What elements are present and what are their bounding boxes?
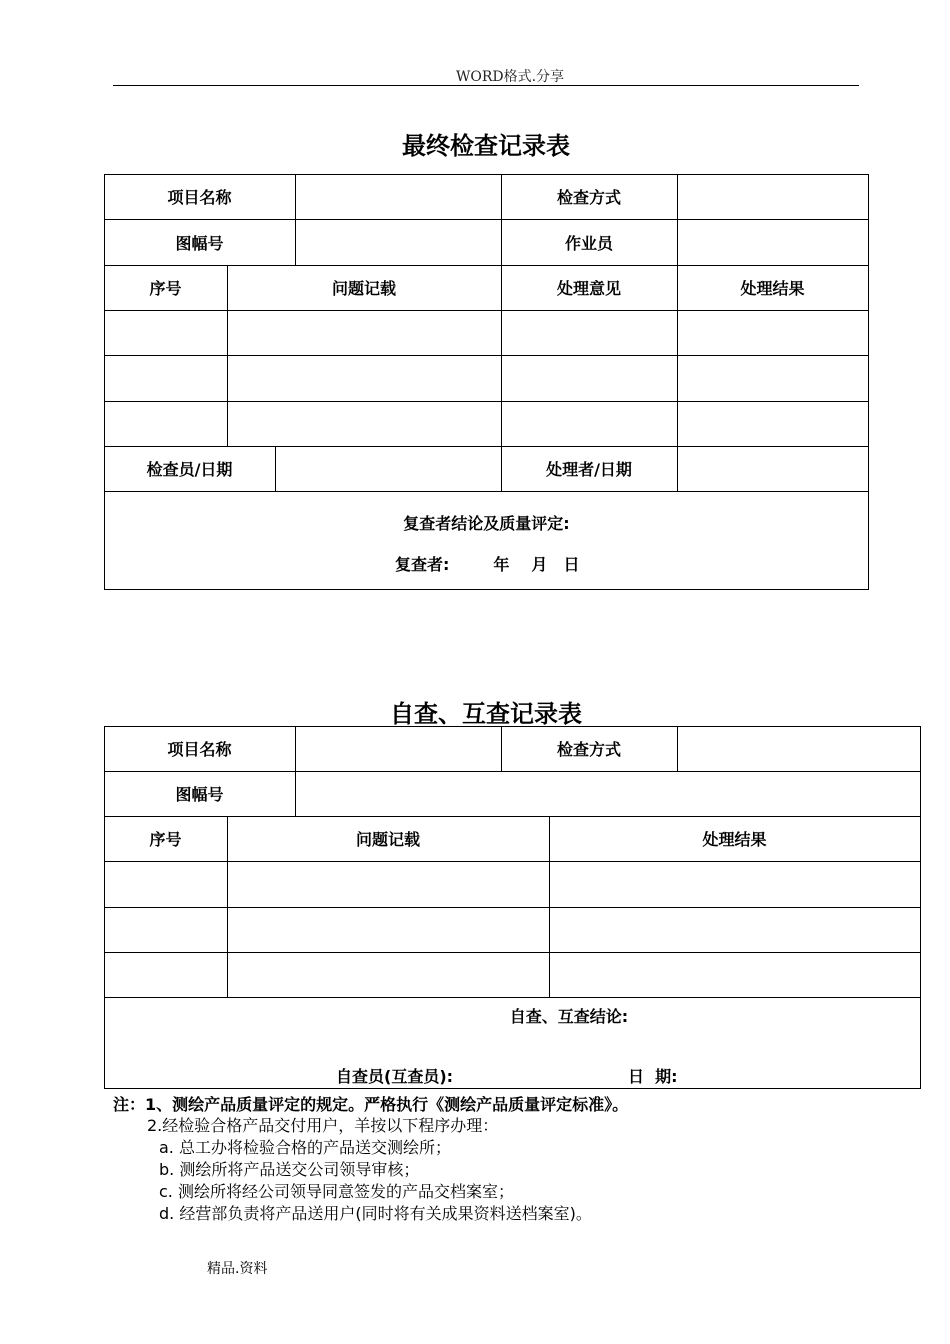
t1-date-day: 日 bbox=[563, 555, 580, 574]
t1-inspection-method-label: 检查方式 bbox=[556, 188, 621, 207]
t1-operator-field[interactable] bbox=[678, 220, 868, 265]
note-line-4: b. 测绘所将产品送交公司领导审核； bbox=[159, 1160, 420, 1179]
t2-inspection-method-label: 检查方式 bbox=[556, 740, 621, 759]
table1-rule bbox=[104, 401, 869, 402]
t1-handler-date-field[interactable] bbox=[678, 447, 868, 491]
t1-inspector-date-field[interactable] bbox=[276, 447, 501, 491]
t1-sheet-number-field[interactable] bbox=[296, 220, 501, 265]
note-line-3: a. 总工办将检验合格的产品送交测绘所； bbox=[159, 1138, 451, 1157]
t1-col-issue: 问题记载 bbox=[331, 279, 396, 298]
table1-title: 最终检查记录表 bbox=[402, 132, 570, 160]
note-line-2: 2.经检验合格产品交付用户，羊按以下程序办理： bbox=[147, 1116, 499, 1135]
header-rule bbox=[113, 85, 859, 86]
t2-inspection-method-field[interactable] bbox=[678, 727, 920, 771]
t2-conclusion-label: 自查、互查结论: bbox=[509, 1007, 629, 1026]
t1-handler-date-label: 处理者/日期 bbox=[546, 460, 632, 479]
t1-inspection-method-field[interactable] bbox=[678, 175, 868, 219]
page-header-text: WORD格式.分享 bbox=[455, 69, 565, 85]
t2-col-issue: 问题记载 bbox=[355, 830, 420, 849]
t1-col-result: 处理结果 bbox=[740, 279, 805, 298]
t1-sheet-number-label: 图幅号 bbox=[175, 233, 224, 253]
table2-rule bbox=[104, 997, 921, 998]
t2-date-label: 日 期: bbox=[628, 1067, 678, 1086]
t1-review-conclusion-label: 复查者结论及质量评定: bbox=[403, 514, 570, 533]
t2-sheet-number-field[interactable] bbox=[296, 772, 920, 816]
t2-sheet-number-label: 图幅号 bbox=[175, 785, 224, 804]
t2-project-name-label: 项目名称 bbox=[167, 740, 232, 759]
t1-col-index: 序号 bbox=[149, 279, 182, 298]
t2-checker-label: 自查员(互查员): bbox=[336, 1067, 454, 1086]
page-footer-text: 精品.资料 bbox=[207, 1261, 268, 1277]
t1-project-name-label: 项目名称 bbox=[167, 188, 232, 207]
t1-date-year: 年 bbox=[493, 555, 510, 574]
note-line-6: d. 经营部负责将产品送用户(同时将有关成果资料送档案室)。 bbox=[159, 1204, 592, 1223]
table1-rule bbox=[104, 355, 869, 356]
table2-title: 自查、互查记录表 bbox=[390, 700, 582, 728]
table1-rule bbox=[104, 491, 869, 492]
t2-col-index: 序号 bbox=[149, 830, 182, 849]
t1-reviewer-line bbox=[395, 552, 579, 575]
table1-rule bbox=[104, 310, 869, 311]
note-line-1: 注：1、测绘产品质量评定的规定。严格执行《测绘产品质量评定标准》。 bbox=[113, 1095, 629, 1114]
t1-date-month: 月 bbox=[531, 555, 548, 574]
t1-project-name-field[interactable] bbox=[296, 175, 501, 219]
t1-reviewer-label: 复查者: bbox=[395, 555, 450, 574]
t1-operator-label: 作业员 bbox=[564, 233, 613, 253]
note-line-5: c. 测绘所将经公司领导同意签发的产品交档案室； bbox=[159, 1182, 514, 1201]
t2-col-result: 处理结果 bbox=[702, 830, 767, 849]
t1-inspector-date-label: 检查员/日期 bbox=[146, 460, 233, 479]
t2-project-name-field[interactable] bbox=[296, 727, 501, 771]
t1-col-opinion: 处理意见 bbox=[556, 279, 621, 298]
